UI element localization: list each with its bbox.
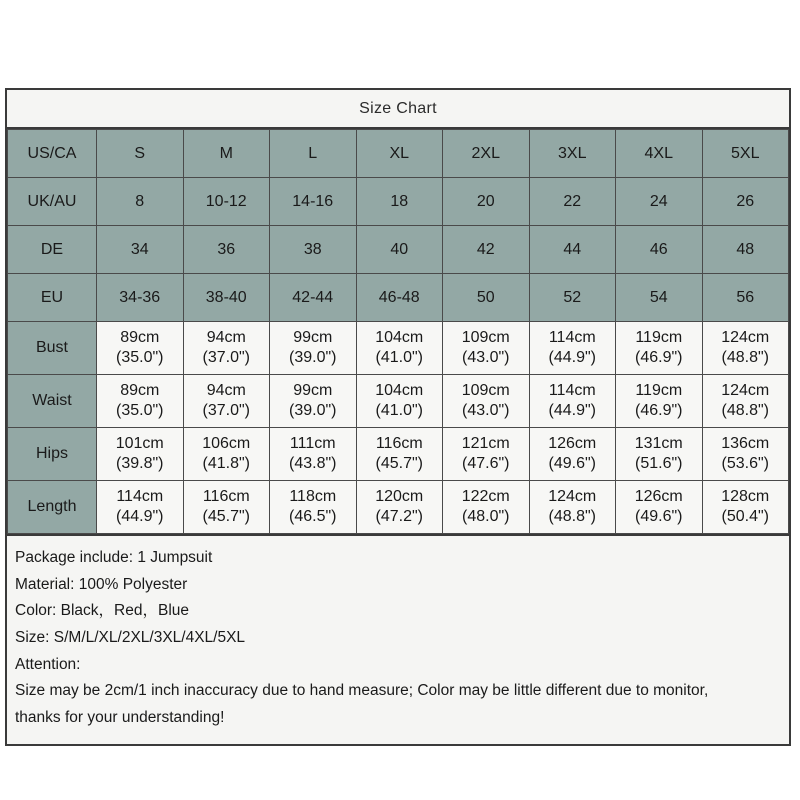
cell-length-5xl [702, 481, 789, 534]
cell-uk-au-l: 14-16 [270, 178, 357, 226]
value-inch: (41.0") [375, 402, 423, 419]
value-inch: (48.0") [462, 508, 510, 525]
cell-us-ca-2xl: 2XL [443, 130, 530, 178]
value-inch: (49.6") [635, 508, 683, 525]
value-cm: 124cm [721, 381, 770, 399]
value-inch: (44.9") [548, 402, 596, 419]
value-inch: (39.0") [289, 349, 337, 366]
cell-eu-m: 38-40 [183, 274, 270, 322]
cell-uk-au-m: 10-12 [183, 178, 270, 226]
value-cm: 122cm [461, 487, 510, 505]
cell-bust-4xl [616, 322, 703, 375]
cell-eu-2xl: 50 [443, 274, 530, 322]
note-attention-text: Size may be 2cm/1 inch inaccuracy due to hand measure; Color may be little different due to monitor, thanks for your understanding! [15, 682, 713, 726]
cell-bust-2xl [443, 322, 530, 375]
cell-waist-xl [356, 375, 443, 428]
cell-bust-xl [356, 322, 443, 375]
cell-us-ca-xl: XL [356, 130, 443, 178]
value-inch: (46.9") [635, 349, 683, 366]
cell-uk-au-2xl: 20 [443, 178, 530, 226]
value-inch: (48.8") [721, 349, 769, 366]
cell-eu-5xl: 56 [702, 274, 789, 322]
chart-title-row [7, 90, 789, 129]
cell-uk-au-5xl: 26 [702, 178, 789, 226]
row-label-eu: EU [8, 274, 97, 322]
cell-us-ca-m: M [183, 130, 270, 178]
cell-length-s [97, 481, 184, 534]
cell-us-ca-5xl: 5XL [702, 130, 789, 178]
cell-de-m: 36 [183, 226, 270, 274]
cell-de-xl: 40 [356, 226, 443, 274]
value-cm: 119cm [635, 381, 683, 399]
value-cm: 101cm [115, 434, 164, 452]
size-chart-body [8, 130, 789, 534]
cell-waist-l [270, 375, 357, 428]
cell-uk-au-3xl: 22 [529, 178, 616, 226]
cell-de-s: 34 [97, 226, 184, 274]
value-inch: (43.0") [462, 402, 510, 419]
cell-eu-l: 42-44 [270, 274, 357, 322]
row-label-uk-au: UK/AU [8, 178, 97, 226]
value-inch: (47.2") [375, 508, 423, 525]
table-row [8, 322, 789, 375]
cell-us-ca-3xl: 3XL [529, 130, 616, 178]
value-inch: (50.4") [721, 508, 769, 525]
value-inch: (49.6") [548, 455, 596, 472]
value-cm: 126cm [548, 434, 597, 452]
value-inch: (44.9") [116, 508, 164, 525]
note-package: Package include: 1 Jumpsuit [15, 549, 213, 566]
cell-waist-4xl [616, 375, 703, 428]
cell-length-4xl [616, 481, 703, 534]
value-cm: 121cm [461, 434, 510, 452]
value-cm: 116cm [202, 487, 250, 505]
table-row [8, 375, 789, 428]
cell-eu-4xl: 54 [616, 274, 703, 322]
value-cm: 118cm [289, 487, 337, 505]
row-label-hips: Hips [8, 428, 97, 481]
table-row [8, 274, 789, 322]
value-inch: (45.7") [375, 455, 423, 472]
cell-hips-xl [356, 428, 443, 481]
value-inch: (43.8") [289, 455, 337, 472]
table-row [8, 178, 789, 226]
value-inch: (46.9") [635, 402, 683, 419]
row-label-bust: Bust [8, 322, 97, 375]
value-cm: 116cm [375, 434, 423, 452]
cell-us-ca-l: L [270, 130, 357, 178]
table-row [8, 481, 789, 534]
cell-hips-3xl [529, 428, 616, 481]
row-label-waist: Waist [8, 375, 97, 428]
value-inch: (35.0") [116, 402, 164, 419]
note-attention-label: Attention: [15, 655, 81, 673]
size-chart-table [7, 129, 789, 534]
value-cm: 89cm [120, 381, 160, 399]
value-inch: (51.6") [635, 455, 683, 472]
row-label-us-ca: US/CA [8, 130, 97, 178]
value-inch: (39.8") [116, 455, 164, 472]
value-cm: 104cm [375, 381, 424, 399]
value-inch: (35.0") [116, 349, 164, 366]
cell-eu-3xl: 52 [529, 274, 616, 322]
table-row [8, 428, 789, 481]
value-cm: 104cm [375, 328, 424, 346]
cell-length-2xl [443, 481, 530, 534]
cell-us-ca-s: S [97, 130, 184, 178]
value-cm: 106cm [202, 434, 251, 452]
note-size: Size: S/M/L/XL/2XL/3XL/4XL/5XL [15, 628, 246, 646]
cell-bust-s [97, 322, 184, 375]
value-cm: 114cm [548, 381, 596, 399]
cell-hips-4xl [616, 428, 703, 481]
cell-bust-3xl [529, 322, 616, 375]
size-chart-panel [5, 88, 791, 746]
table-row [8, 226, 789, 274]
value-inch: (48.8") [721, 402, 769, 419]
cell-hips-2xl [443, 428, 530, 481]
value-cm: 114cm [548, 328, 596, 346]
cell-waist-5xl [702, 375, 789, 428]
value-cm: 124cm [548, 487, 597, 505]
cell-hips-l [270, 428, 357, 481]
cell-us-ca-4xl: 4XL [616, 130, 703, 178]
note-material: Material: 100% Polyester [15, 575, 188, 593]
cell-hips-m [183, 428, 270, 481]
value-cm: 120cm [375, 487, 424, 505]
cell-bust-l [270, 322, 357, 375]
value-inch: (41.8") [202, 455, 250, 472]
value-cm: 99cm [293, 328, 333, 346]
value-inch: (37.0") [202, 402, 250, 419]
row-label-de: DE [8, 226, 97, 274]
cell-length-m [183, 481, 270, 534]
value-inch: (48.8") [548, 508, 596, 525]
value-inch: (39.0") [289, 402, 337, 419]
value-cm: 94cm [206, 381, 246, 399]
value-cm: 89cm [120, 328, 160, 346]
value-cm: 119cm [635, 328, 683, 346]
cell-waist-s [97, 375, 184, 428]
page-title: Size Chart [359, 99, 437, 117]
cell-eu-xl: 46-48 [356, 274, 443, 322]
value-cm: 128cm [721, 487, 770, 505]
cell-waist-2xl [443, 375, 530, 428]
note-color: Color: Black，Red，Blue [15, 602, 190, 620]
cell-de-3xl: 44 [529, 226, 616, 274]
value-inch: (47.6") [462, 455, 510, 472]
value-cm: 136cm [721, 434, 770, 452]
cell-eu-s: 34-36 [97, 274, 184, 322]
row-label-length: Length [8, 481, 97, 534]
value-cm: 99cm [293, 381, 333, 399]
cell-de-5xl: 48 [702, 226, 789, 274]
cell-bust-5xl [702, 322, 789, 375]
value-cm: 109cm [461, 381, 510, 399]
cell-uk-au-4xl: 24 [616, 178, 703, 226]
value-cm: 131cm [634, 434, 683, 452]
value-inch: (43.0") [462, 349, 510, 366]
cell-hips-5xl [702, 428, 789, 481]
cell-uk-au-xl: 18 [356, 178, 443, 226]
value-inch: (37.0") [202, 349, 250, 366]
cell-de-2xl: 42 [443, 226, 530, 274]
cell-uk-au-s: 8 [97, 178, 184, 226]
cell-bust-m [183, 322, 270, 375]
value-inch: (45.7") [202, 508, 250, 525]
value-inch: (41.0") [375, 349, 423, 366]
cell-waist-m [183, 375, 270, 428]
cell-length-3xl [529, 481, 616, 534]
value-cm: 114cm [116, 487, 164, 505]
cell-length-l [270, 481, 357, 534]
cell-waist-3xl [529, 375, 616, 428]
value-inch: (46.5") [289, 508, 337, 525]
cell-length-xl [356, 481, 443, 534]
value-cm: 109cm [461, 328, 510, 346]
value-inch: (44.9") [548, 349, 596, 366]
value-cm: 124cm [721, 328, 770, 346]
value-cm: 126cm [634, 487, 683, 505]
product-notes [7, 534, 789, 744]
value-inch: (53.6") [721, 455, 769, 472]
value-cm: 111cm [289, 434, 336, 452]
value-cm: 94cm [206, 328, 246, 346]
table-row [8, 130, 789, 178]
cell-de-4xl: 46 [616, 226, 703, 274]
cell-de-l: 38 [270, 226, 357, 274]
cell-hips-s [97, 428, 184, 481]
